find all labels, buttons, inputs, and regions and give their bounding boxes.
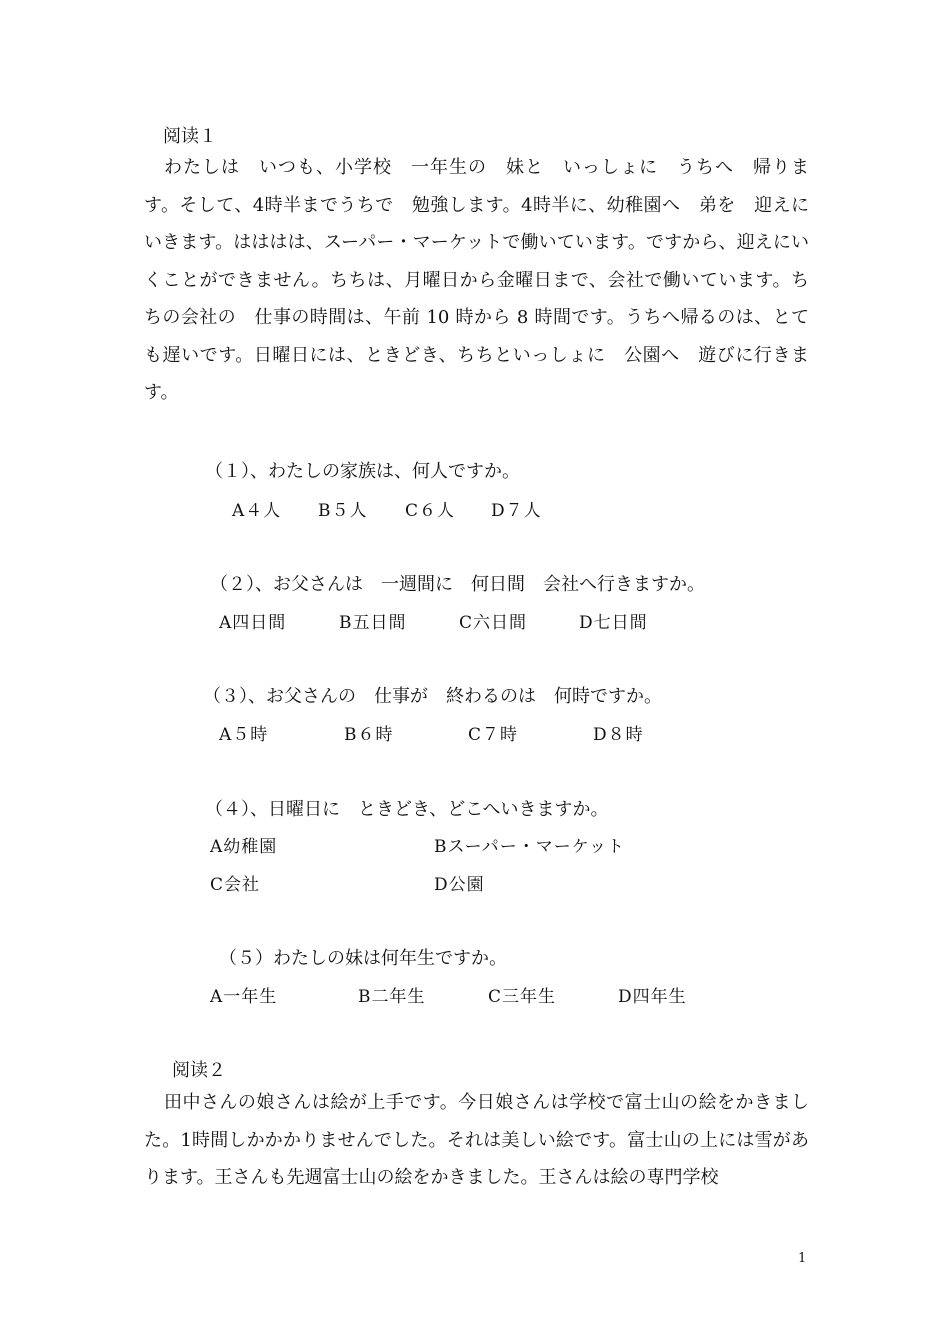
- reading2-heading: 阅读２: [172, 1060, 226, 1081]
- question-1-option-b: B５人: [318, 501, 368, 521]
- question-1-option-d: D７人: [491, 501, 542, 521]
- question-3: （３）、お父さんの 仕事が 終わるのは 何時ですか。: [203, 686, 662, 707]
- question-3-option-a: A５時: [219, 725, 269, 745]
- question-4-option-b: Bスーパー・マーケット: [434, 837, 625, 857]
- page-number: 1: [798, 1251, 807, 1266]
- reading2-passage: 田中さんの娘さんは絵が上手です。今日娘さんは学校で富士山の絵をかきました。1時間しかかかりませんでした。それは美しい絵です。富士山の上には雪があります。王さんも先週富士山の絵をかきました。王さんは絵の専門学校: [144, 1092, 809, 1188]
- question-4-option-c: C会社: [210, 875, 261, 895]
- question-4-option-a: A幼稚園: [210, 837, 278, 857]
- question-2-option-b: B五日間: [339, 613, 407, 633]
- question-2-option-c: C六日間: [459, 613, 528, 633]
- question-2: （２）、お父さんは 一週間に 何日間 会社へ行きますか。: [210, 574, 705, 595]
- question-3-option-d: D８時: [593, 725, 644, 745]
- question-5-option-b: B二年生: [358, 987, 426, 1007]
- question-3-option-b: B６時: [344, 725, 394, 745]
- question-1: （１）、わたしの家族は、何人ですか。: [205, 461, 520, 482]
- question-1-option-c: C６人: [405, 501, 456, 521]
- question-3-option-c: C７時: [468, 725, 519, 745]
- question-5: （５）わたしの妹は何年生ですか。: [219, 948, 507, 969]
- reading1-heading: 阅读１: [163, 126, 217, 147]
- question-4-option-d: D公園: [434, 875, 485, 895]
- question-4: （４）、日曜日に ときどき、どこへいきますか。: [205, 799, 609, 820]
- question-5-option-c: C三年生: [488, 987, 557, 1007]
- reading1-passage: わたしは いつも、小学校 一年生の 妹と いっしょに うちへ 帰ります。そして、4時半までうちで 勉強します。4時半に、幼稚園へ 弟を 迎えにいきます。はははは、スーパー・マーケットで働いています。ですから、迎えにいくことができません。ちちは、月曜日から金曜日まで、会社で働いています。ちちの会社の 仕事の時間は、午前 10 時から 8 時間です。うちへ帰るのは、とても遅いです。日曜日には、ときどき、ちちといっしょに 公園へ 遊びに行きます。: [144, 157, 809, 403]
- question-1-option-a: A４人: [232, 501, 282, 521]
- question-5-option-d: D四年生: [618, 987, 687, 1007]
- question-2-option-d: D七日間: [579, 613, 648, 633]
- question-2-option-a: A四日間: [219, 613, 287, 633]
- question-5-option-a: A一年生: [210, 987, 278, 1007]
